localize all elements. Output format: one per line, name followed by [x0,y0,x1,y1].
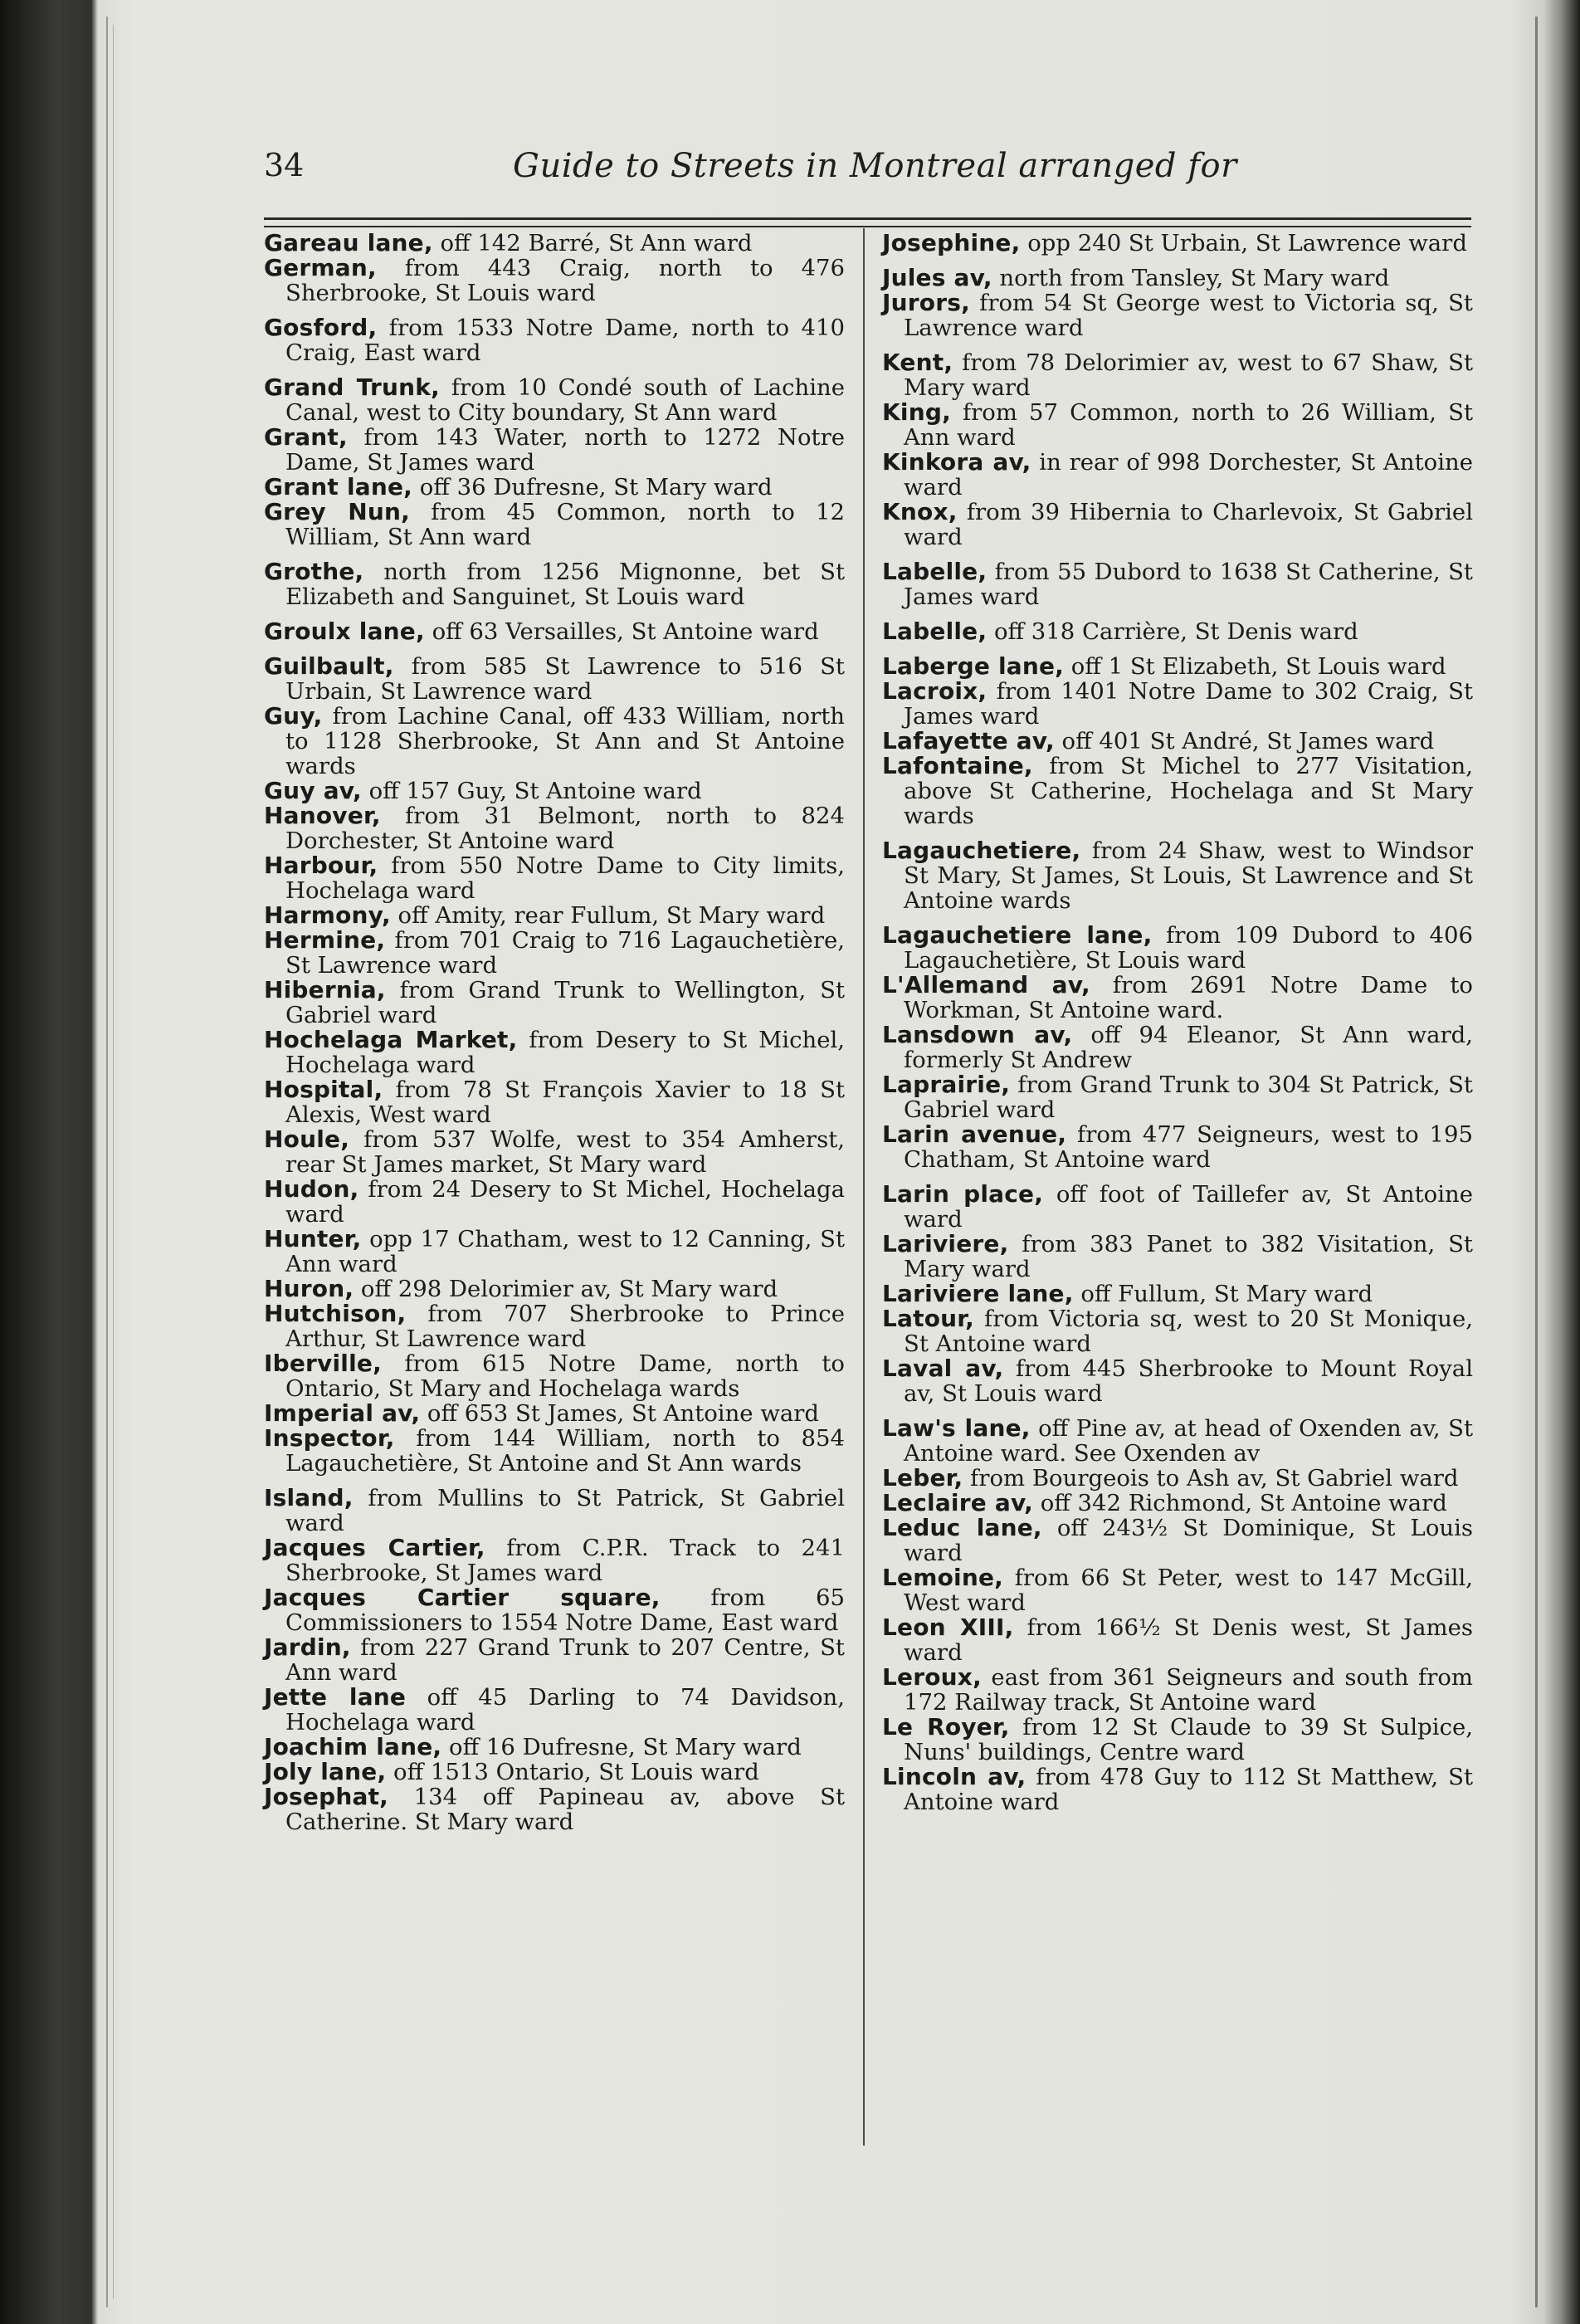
street-entry [882,754,1473,828]
street-name: Hutchison, [264,1300,407,1327]
street-entry [882,290,1473,340]
street-description: from 31 Belmont, north to 824 Dorchester, St Antoine ward [285,803,845,854]
street-name: Guy, [264,702,323,730]
street-description: from 78 Delorimier av, west to 67 Shaw, St Mary ward [904,349,1473,401]
street-name: Hermine, [264,926,386,954]
street-name: Kent, [882,349,953,376]
street-name: Le Royer, [882,1713,1010,1741]
street-description: from 550 Notre Dame to City limits, Hochelaga ward [285,852,845,904]
street-description: from 166½ St Denis west, St James ward [904,1614,1473,1666]
street-description: from 144 William, north to 854 Lagauchetière, St Antoine and St Ann wards [285,1425,845,1477]
street-name: Island, [264,1484,354,1511]
street-description: from 707 Sherbrooke to Prince Arthur, St Lawrence ward [285,1301,845,1352]
street-name: Hospital, [264,1076,383,1103]
street-entry [882,350,1473,400]
street-description: from Grand Trunk to Wellington, St Gabriel ward [285,977,845,1028]
street-name: Josephat, [264,1783,389,1810]
street-name: Lemoine, [882,1564,1004,1591]
street-entry [882,923,1473,973]
street-entry [264,1351,845,1401]
street-name: Kinkora av, [882,448,1031,476]
street-description: from 24 Desery to St Michel, Hochelaga ward [285,1176,845,1228]
street-entry [264,1301,845,1351]
street-name: Labelle, [882,618,988,645]
street-name: Leber, [882,1464,963,1492]
street-entry [264,256,845,305]
street-name: L'Allemand av, [882,971,1090,998]
street-entry [264,1127,845,1177]
street-description: from 478 Guy to 112 St Matthew, St Antoine ward [904,1764,1473,1815]
street-entry [264,1685,845,1735]
street-description: in rear of 998 Dorchester, St Antoine ward [904,449,1473,500]
street-name: Hudon, [264,1175,359,1203]
street-description: from 1401 Notre Dame to 302 Craig, St James ward [904,678,1473,730]
street-name: Josephine, [882,229,1021,256]
street-name: Larin avenue, [882,1120,1067,1148]
street-description: off 63 Versailles, St Antoine ward [424,618,819,645]
street-name: Hochelaga Market, [264,1026,518,1053]
street-entry [264,1635,845,1685]
street-name: Laberge lane, [882,652,1065,680]
street-description: from Grand Trunk to 304 St Patrick, St Gabriel ward [904,1072,1473,1123]
street-entry [264,500,845,549]
street-description: off 142 Barré, St Ann ward [432,230,753,256]
street-entry [264,1784,845,1834]
street-name: Jacques Cartier square, [264,1584,661,1611]
street-entry [882,1282,1473,1306]
street-description: opp 17 Chatham, west to 12 Canning, St Ann ward [285,1226,845,1277]
street-entry [264,1177,845,1227]
street-entry [264,1077,845,1127]
street-entry [882,559,1473,609]
street-name: Leon XIII, [882,1614,1014,1641]
street-description: off foot of Taillefer av, St Antoine ward [904,1181,1474,1233]
street-description: from 537 Wolfe, west to 354 Amherst, rear St James market, St Mary ward [285,1126,845,1178]
street-description: east from 361 Seigneurs and south from 172 Railway track, St Antoine ward [904,1664,1473,1716]
street-name: Harmony, [264,901,391,929]
street-entry [264,1486,845,1536]
street-name: Leroux, [882,1663,982,1691]
street-description: from Desery to St Michel, Hochelaga ward [285,1027,846,1078]
street-entry [264,803,845,853]
street-description: from 54 St George west to Victoria sq, St Lawrence ward [904,290,1473,341]
street-entry [264,1760,845,1784]
street-entry [264,375,845,425]
street-entry [882,1466,1473,1491]
street-description: off 401 St André, St James ward [1054,728,1435,754]
street-description: off 45 Darling to 74 Davidson, Hochelaga ward [285,1684,845,1736]
street-name: Knox, [882,498,958,525]
street-description: from 39 Hibernia to Charlevoix, St Gabriel ward [904,499,1473,550]
street-name: Grand Trunk, [264,374,440,401]
street-description: from 383 Panet to 382 Visitation, St Mary ward [904,1231,1473,1282]
street-entry [264,928,845,978]
street-entry [264,1585,845,1635]
street-description: from 585 St Lawrence to 516 St Urbain, St Lawrence ward [285,653,845,705]
street-description: from 1533 Notre Dame, north to 410 Craig, East ward [285,315,845,366]
street-description: from 227 Grand Trunk to 207 Centre, St Ann ward [285,1634,845,1686]
street-name: Huron, [264,1275,354,1302]
street-description: from Mullins to St Patrick, St Gabriel ward [285,1485,845,1536]
street-entry [264,978,845,1028]
street-name: German, [264,254,377,281]
street-name: Laval av, [882,1355,1004,1382]
street-name: Jette lane [264,1683,407,1711]
street-entry [882,1715,1473,1765]
left-column [264,231,845,1834]
street-description: from 443 Craig, north to 476 Sherbrooke, St Louis ward [285,255,845,306]
street-name: King, [882,398,951,426]
street-name: Joly lane, [264,1758,387,1785]
street-description: from 701 Craig to 716 Lagauchetière, St Lawrence ward [285,927,845,979]
street-entry [264,315,845,365]
street-description: off 16 Dufresne, St Mary ward [441,1734,802,1760]
street-entry [882,973,1473,1023]
street-description: from C.P.R. Track to 241 Sherbrooke, St James ward [285,1535,845,1586]
street-description: from 55 Dubord to 1638 St Catherine, St James ward [904,559,1473,610]
street-entry [882,1565,1473,1615]
street-description: from 445 Sherbrooke to Mount Royal av, St Louis ward [904,1355,1473,1407]
street-description: from 66 St Peter, west to 147 McGill, West ward [904,1565,1473,1616]
street-name: Grant, [264,423,348,451]
street-name: Lafayette av, [882,727,1055,754]
street-description: from 477 Seigneurs, west to 195 Chatham, St Antoine ward [904,1121,1473,1173]
street-name: Lansdown av, [882,1021,1073,1048]
street-entry [882,1182,1473,1232]
street-description: off 298 Delorimier av, St Mary ward [354,1276,778,1302]
street-name: Jurors, [882,289,970,316]
street-name: Guilbault, [264,652,394,680]
street-entry [882,1122,1473,1172]
header-rule-thick [264,217,1471,220]
street-entry [882,266,1473,290]
street-name: Latour, [882,1305,975,1332]
street-entry [264,1227,845,1277]
street-description: from 2691 Notre Dame to Workman, St Antoine ward. [904,972,1473,1023]
street-entry [264,779,845,803]
street-name: Houle, [264,1125,350,1153]
column-divider [863,228,865,2146]
street-entry [882,400,1473,450]
street-entry [264,1426,845,1476]
street-entry [882,619,1473,644]
street-description: off Amity, rear Fullum, St Mary ward [390,902,826,929]
right-column [882,231,1473,1814]
street-description: off 94 Eleanor, St Ann ward, formerly St Andrew [904,1022,1473,1073]
street-entry [882,838,1473,913]
street-name: Inspector, [264,1424,395,1452]
street-description: from 615 Notre Dame, north to Ontario, St Mary and Hochelaga wards [285,1350,845,1402]
header-rule-thin [264,226,1471,227]
street-entry [264,231,845,256]
street-name: Lacroix, [882,677,988,705]
street-name: Laprairie, [882,1071,1011,1098]
street-description: from 109 Dubord to 406 Lagauchetière, St Louis ward [904,922,1473,974]
street-name: Law's lane, [882,1414,1031,1442]
page-header [264,137,1484,195]
street-entry [882,1023,1473,1072]
street-entry [264,425,845,475]
street-name: Grothe, [264,558,364,585]
page-number: 34 [264,147,305,183]
street-name: Lagauchetiere lane, [882,921,1153,949]
street-description: off Pine av, at head of Oxenden av, St Antoine ward. See Oxenden av [904,1415,1473,1467]
street-entry [264,853,845,903]
street-entry [264,1028,845,1077]
street-description: from 10 Condé south of Lachine Canal, west to City boundary, St Ann ward [285,374,845,426]
street-description: from 12 St Claude to 39 St Sulpice, Nuns' buildings, Centre ward [904,1714,1473,1765]
street-description: off Fullum, St Mary ward [1073,1281,1373,1307]
street-name: Guy av, [264,777,362,804]
street-entry [264,654,845,704]
street-entry [264,903,845,928]
street-entry [264,1401,845,1426]
street-description: from St Michel to 277 Visitation, above St Catherine, Hochelaga and St Mary wards [904,753,1473,829]
street-entry [882,450,1473,500]
street-entry [264,1735,845,1760]
street-description: off 1513 Ontario, St Louis ward [386,1759,759,1785]
street-entry [882,729,1473,754]
street-entry [882,1765,1473,1814]
street-name: Leduc lane, [882,1514,1042,1541]
street-description: 134 off Papineau av, above St Catherine. St Mary ward [285,1784,845,1835]
street-name: Leclaire av, [882,1489,1033,1516]
street-name: Lincoln av, [882,1763,1027,1790]
street-description: off 653 St James, St Antoine ward [420,1400,820,1427]
street-description: from 57 Common, north to 26 William, St Ann ward [904,399,1473,451]
street-description: off 342 Richmond, St Antoine ward [1032,1490,1447,1516]
street-entry [264,475,845,500]
street-name: Jardin, [264,1633,351,1661]
street-entry [882,231,1473,256]
street-description: off 1 St Elizabeth, St Louis ward [1064,653,1446,680]
street-description: from Lachine Canal, off 433 William, north to 1128 Sherbrooke, St Ann and St Antoine wards [285,703,845,779]
street-entry [882,679,1473,729]
street-entry [882,1356,1473,1406]
street-name: Hibernia, [264,976,386,1003]
street-description: from 143 Water, north to 1272 Notre Dame, St James ward [285,424,845,476]
street-entry [882,1306,1473,1356]
street-description: north from Tansley, St Mary ward [992,265,1390,291]
street-name: Labelle, [882,558,988,585]
street-name: Lagauchetiere, [882,837,1081,864]
street-entry [882,1232,1473,1282]
street-description: north from 1256 Mignonne, bet St Elizabeth and Sanguinet, St Louis ward [285,559,845,610]
street-description: opp 240 St Urbain, St Lawrence ward [1020,230,1467,256]
street-description: from 45 Common, north to 12 William, St Ann ward [285,499,845,550]
street-name: Groulx lane, [264,618,425,645]
street-name: Imperial av, [264,1399,421,1427]
street-entry [882,654,1473,679]
street-name: Hanover, [264,802,381,829]
street-description: off 36 Dufresne, St Mary ward [412,474,773,500]
street-description: from 65 Commissioners to 1554 Notre Dame, East ward [285,1584,845,1636]
street-name: Larin place, [882,1180,1044,1208]
street-entry [264,704,845,779]
street-entry [882,1416,1473,1466]
street-entry [882,1615,1473,1665]
street-entry [882,1072,1473,1122]
street-entry [264,1536,845,1585]
running-title: Guide to Streets in Montreal arranged for [513,147,1237,185]
street-name: Lariviere lane, [882,1280,1074,1307]
street-entry [882,1491,1473,1516]
street-description: from 78 St François Xavier to 18 St Alexis, West ward [285,1077,845,1128]
street-description: off 318 Carrière, St Denis ward [987,618,1358,645]
street-entry [264,619,845,644]
street-name: Hunter, [264,1225,362,1252]
street-description: from 24 Shaw, west to Windsor St Mary, St James, St Louis, St Lawrence and St Antoine wards [904,837,1473,914]
street-entry [264,1277,845,1301]
street-entry [882,1516,1473,1565]
street-entry [882,500,1473,549]
street-name: Harbour, [264,852,378,879]
street-entry [882,1665,1473,1715]
street-name: Jacques Cartier, [264,1534,485,1561]
street-name: Iberville, [264,1350,382,1377]
street-entry [264,559,845,609]
street-name: Lariviere, [882,1230,1009,1257]
street-name: Gosford, [264,314,378,341]
street-description: off 157 Guy, St Antoine ward [361,778,702,804]
street-name: Gareau lane, [264,229,433,256]
street-name: Joachim lane, [264,1733,442,1760]
street-name: Jules av, [882,264,992,291]
street-description: off 243½ St Dominique, St Louis ward [904,1515,1473,1566]
street-name: Lafontaine, [882,752,1033,779]
street-name: Grey Nun, [264,498,411,525]
street-description: from Victoria sq, west to 20 St Monique, St Antoine ward [904,1306,1473,1357]
street-name: Grant lane, [264,473,413,500]
street-description: from Bourgeois to Ash av, St Gabriel ward [963,1465,1459,1492]
